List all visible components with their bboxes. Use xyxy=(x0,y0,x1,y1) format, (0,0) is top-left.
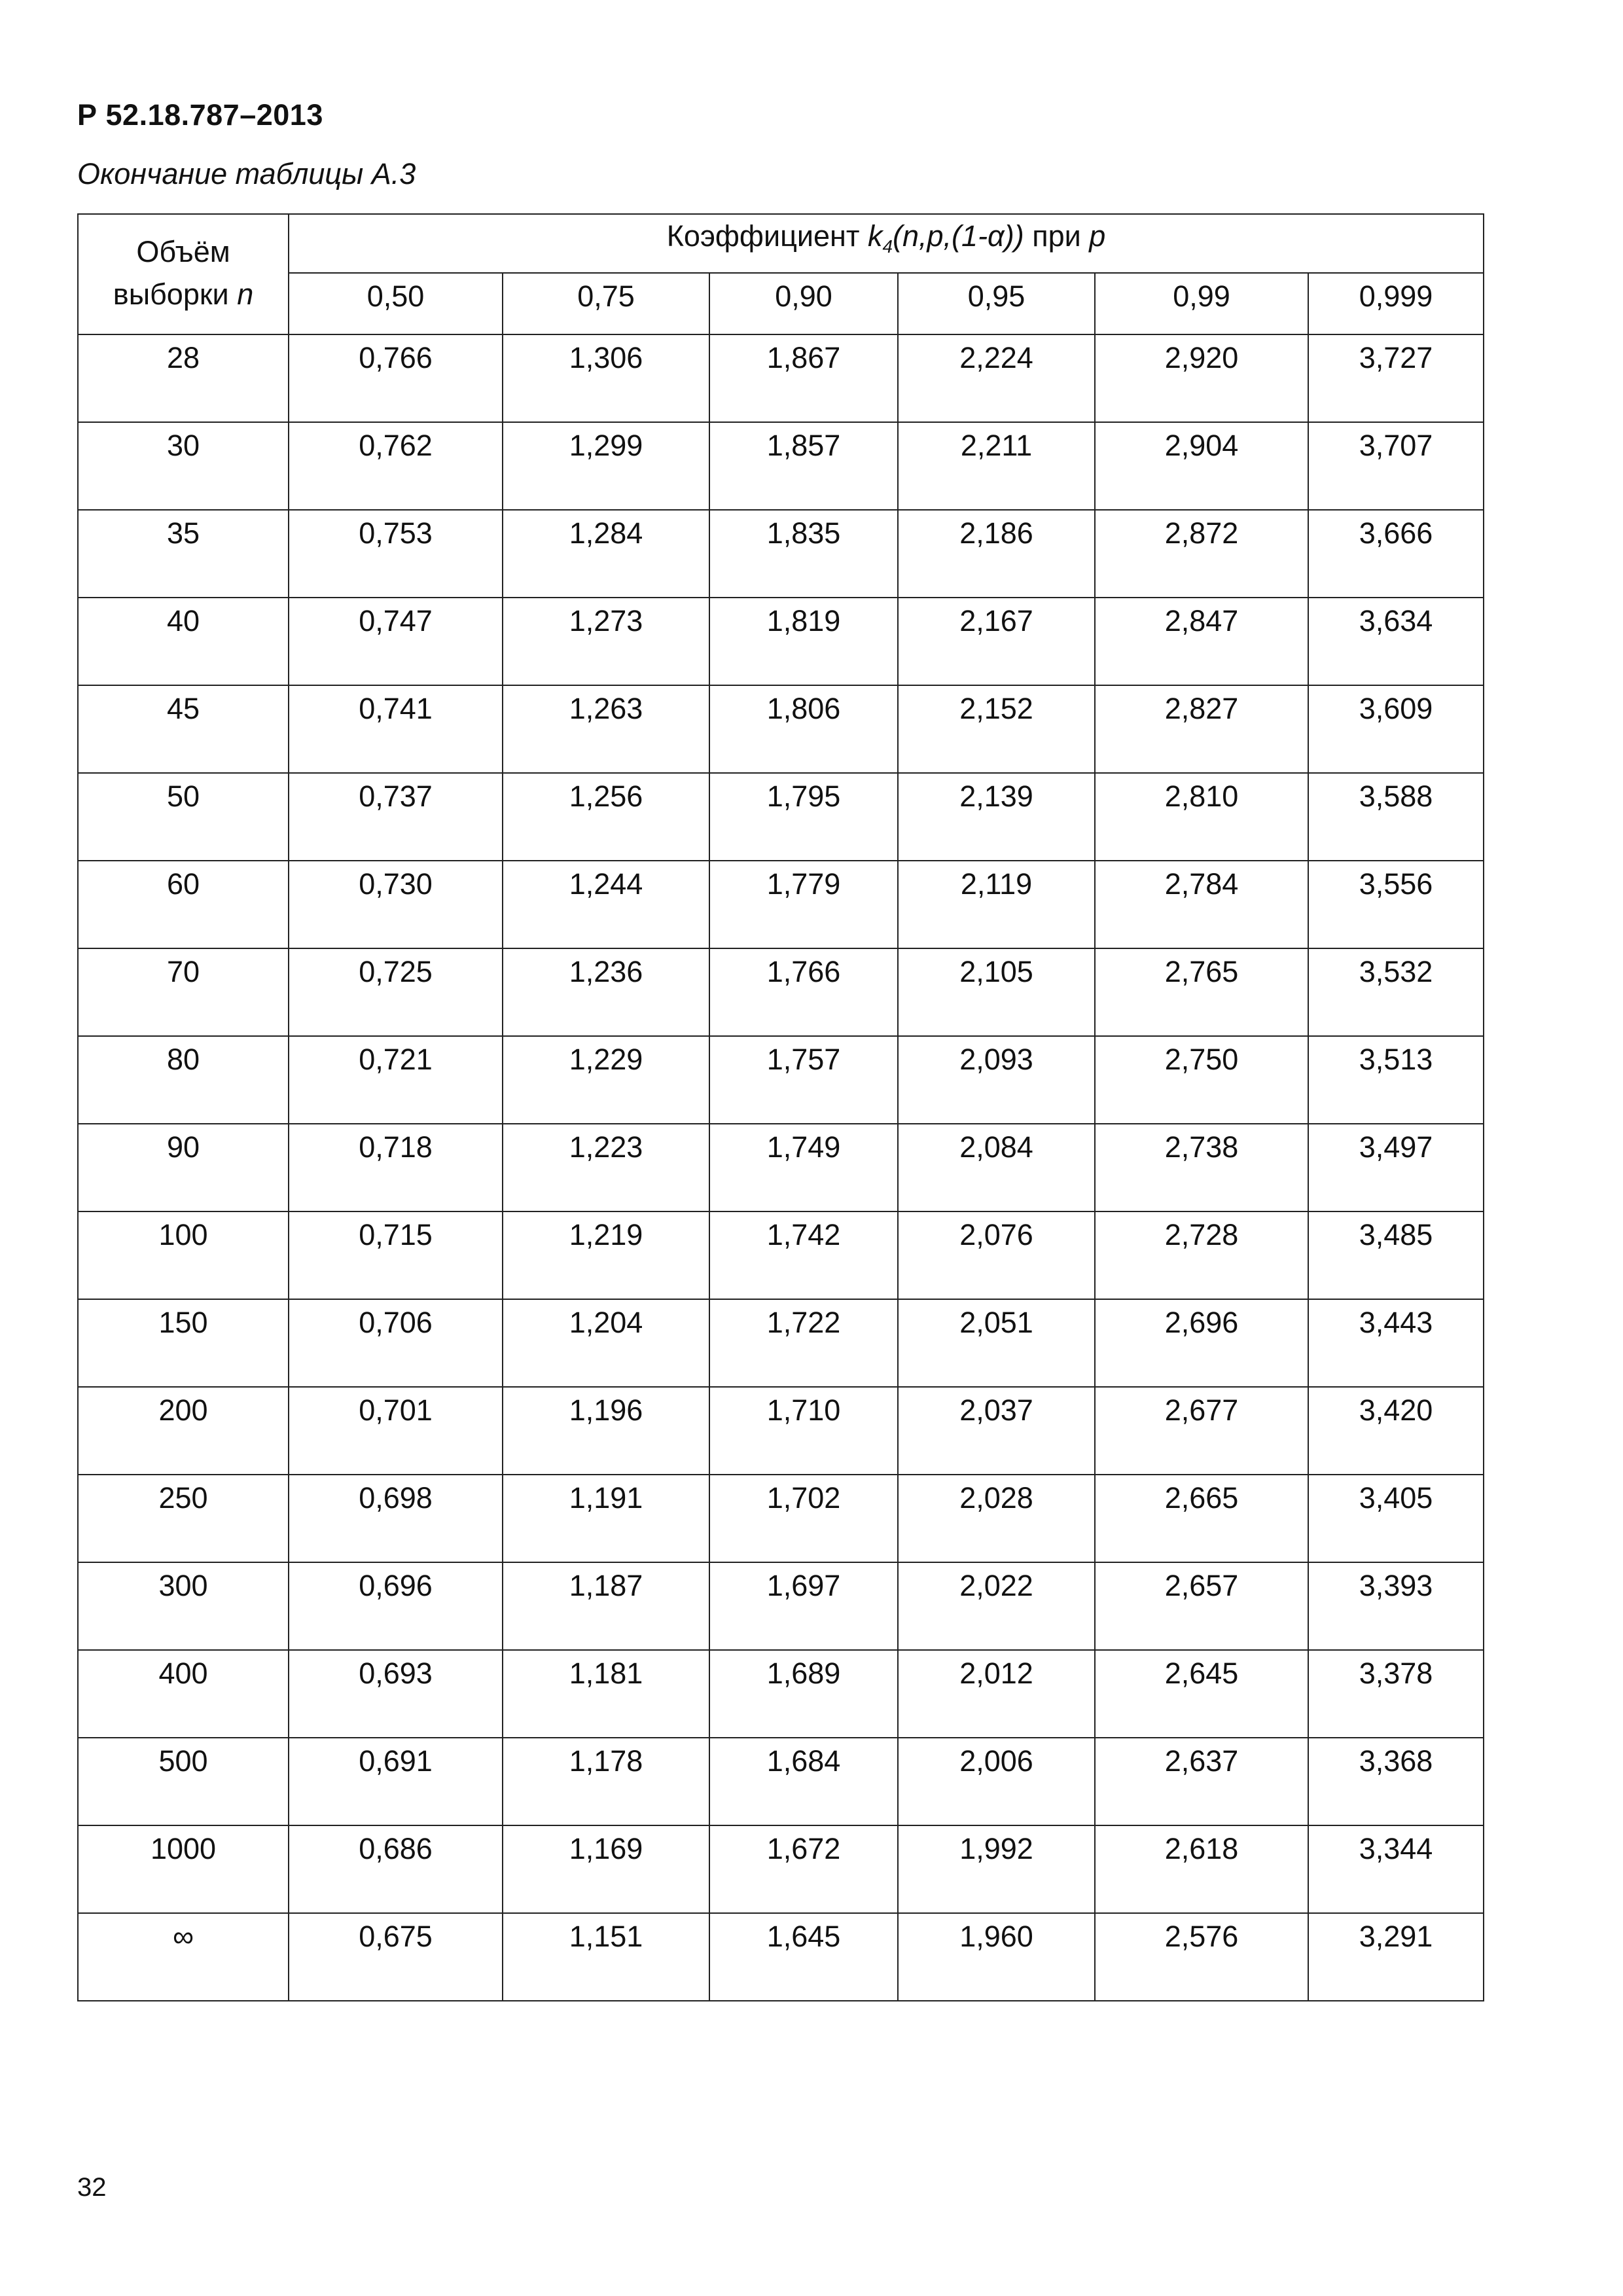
coefficient-cell: 2,006 xyxy=(898,1738,1095,1825)
coefficient-cell: 2,618 xyxy=(1095,1825,1308,1913)
coefficient-cell: 3,291 xyxy=(1308,1913,1484,2001)
coefficient-cell: 3,393 xyxy=(1308,1562,1484,1650)
coefficient-cell: 1,835 xyxy=(709,510,898,598)
coefficient-cell: 1,992 xyxy=(898,1825,1095,1913)
coefficient-cell: 3,378 xyxy=(1308,1650,1484,1738)
coefficient-cell: 3,666 xyxy=(1308,510,1484,598)
coefficient-cell: 1,779 xyxy=(709,861,898,948)
coefficient-cell: 3,405 xyxy=(1308,1475,1484,1562)
coefficient-cell: 2,576 xyxy=(1095,1913,1308,2001)
coefficient-cell: 1,306 xyxy=(503,334,709,422)
coefficient-cell: 1,273 xyxy=(503,598,709,685)
coefficient-cell: 2,750 xyxy=(1095,1036,1308,1124)
coefficient-cell: 0,698 xyxy=(289,1475,503,1562)
coefficient-cell: 2,139 xyxy=(898,773,1095,861)
table-row xyxy=(78,948,1484,1036)
coefficient-cell: 1,284 xyxy=(503,510,709,598)
coefficient-cell: 3,443 xyxy=(1308,1299,1484,1387)
coefficient-cell: 0,706 xyxy=(289,1299,503,1387)
table-row xyxy=(78,1913,1484,2001)
coefficient-cell: 2,211 xyxy=(898,422,1095,510)
table-row xyxy=(78,510,1484,598)
header-row-coefficient xyxy=(78,214,1484,273)
coefficient-header-suffix: при xyxy=(1024,219,1090,253)
coefficient-table xyxy=(77,213,1484,2001)
coefficient-cell: 1,819 xyxy=(709,598,898,685)
sample-size-cell: 90 xyxy=(78,1124,289,1211)
coefficient-cell: 2,645 xyxy=(1095,1650,1308,1738)
coefficient-cell: 3,634 xyxy=(1308,598,1484,685)
coefficient-cell: 3,727 xyxy=(1308,334,1484,422)
page-number: 32 xyxy=(77,2173,107,2202)
table-caption: Окончание таблицы А.3 xyxy=(77,157,416,190)
coefficient-cell: 0,766 xyxy=(289,334,503,422)
coefficient-cell: 1,223 xyxy=(503,1124,709,1211)
coefficient-cell: 2,696 xyxy=(1095,1299,1308,1387)
coefficient-cell: 3,556 xyxy=(1308,861,1484,948)
coefficient-cell: 0,721 xyxy=(289,1036,503,1124)
coefficient-cell: 1,263 xyxy=(503,685,709,773)
p-value-header: 0,90 xyxy=(709,273,898,334)
coefficient-cell: 2,738 xyxy=(1095,1124,1308,1211)
coefficient-cell: 2,037 xyxy=(898,1387,1095,1475)
coefficient-cell: 2,872 xyxy=(1095,510,1308,598)
coefficient-cell: 3,497 xyxy=(1308,1124,1484,1211)
coefficient-cell: 1,187 xyxy=(503,1562,709,1650)
table-row xyxy=(78,1387,1484,1475)
header-row-p-values xyxy=(78,273,1484,334)
coefficient-cell: 0,691 xyxy=(289,1738,503,1825)
coefficient-cell: 2,784 xyxy=(1095,861,1308,948)
table-row xyxy=(78,422,1484,510)
document-code: Р 52.18.787–2013 xyxy=(77,98,323,132)
coefficient-cell: 1,722 xyxy=(709,1299,898,1387)
sample-size-cell: 35 xyxy=(78,510,289,598)
table-row xyxy=(78,1211,1484,1299)
coefficient-cell: 1,181 xyxy=(503,1650,709,1738)
coefficient-cell: 1,795 xyxy=(709,773,898,861)
sample-size-header-line2: выборки xyxy=(113,278,238,312)
sample-size-cell: 250 xyxy=(78,1475,289,1562)
coefficient-cell: 2,076 xyxy=(898,1211,1095,1299)
coefficient-cell: 0,741 xyxy=(289,685,503,773)
table-row xyxy=(78,334,1484,422)
coefficient-cell: 1,689 xyxy=(709,1650,898,1738)
coefficient-cell: 3,588 xyxy=(1308,773,1484,861)
coefficient-p-symbol: p xyxy=(1089,219,1106,253)
coefficient-cell: 1,742 xyxy=(709,1211,898,1299)
coefficient-cell: 2,186 xyxy=(898,510,1095,598)
coefficient-cell: 1,204 xyxy=(503,1299,709,1387)
coefficient-header-prefix: Коэффициент xyxy=(666,219,868,253)
sample-size-cell: 1000 xyxy=(78,1825,289,1913)
coefficient-cell: 1,151 xyxy=(503,1913,709,2001)
coefficient-cell: 1,697 xyxy=(709,1562,898,1650)
coefficient-cell: 1,191 xyxy=(503,1475,709,1562)
sample-size-cell: 70 xyxy=(78,948,289,1036)
coefficient-cell: 3,707 xyxy=(1308,422,1484,510)
table-row xyxy=(78,1475,1484,1562)
sample-size-cell: 60 xyxy=(78,861,289,948)
table-row xyxy=(78,685,1484,773)
coefficient-cell: 1,236 xyxy=(503,948,709,1036)
p-value-header: 0,75 xyxy=(503,273,709,334)
coefficient-cell: 2,012 xyxy=(898,1650,1095,1738)
coefficient-args: (n,p,(1-α)) xyxy=(893,219,1024,253)
coefficient-cell: 0,753 xyxy=(289,510,503,598)
coefficient-cell: 1,960 xyxy=(898,1913,1095,2001)
coefficient-cell: 1,710 xyxy=(709,1387,898,1475)
sample-size-cell: 100 xyxy=(78,1211,289,1299)
coefficient-cell: 1,766 xyxy=(709,948,898,1036)
coefficient-cell: 2,920 xyxy=(1095,334,1308,422)
sample-size-cell: 50 xyxy=(78,773,289,861)
coefficient-cell: 1,702 xyxy=(709,1475,898,1562)
sample-size-header xyxy=(78,214,289,334)
coefficient-cell: 1,299 xyxy=(503,422,709,510)
coefficient-cell: 1,196 xyxy=(503,1387,709,1475)
coefficient-cell: 0,725 xyxy=(289,948,503,1036)
sample-size-header-line1: Объём xyxy=(136,235,230,268)
coefficient-cell: 1,169 xyxy=(503,1825,709,1913)
coefficient-cell: 2,677 xyxy=(1095,1387,1308,1475)
coefficient-cell: 0,737 xyxy=(289,773,503,861)
p-value-header: 0,95 xyxy=(898,273,1095,334)
table-body xyxy=(78,334,1484,2001)
sample-size-cell: 28 xyxy=(78,334,289,422)
coefficient-cell: 2,028 xyxy=(898,1475,1095,1562)
coefficient-cell: 0,747 xyxy=(289,598,503,685)
coefficient-cell: 2,657 xyxy=(1095,1562,1308,1650)
sample-size-cell: 150 xyxy=(78,1299,289,1387)
coefficient-cell: 2,827 xyxy=(1095,685,1308,773)
coefficient-cell: 2,022 xyxy=(898,1562,1095,1650)
coefficient-cell: 0,701 xyxy=(289,1387,503,1475)
coefficient-k-subscript: 4 xyxy=(882,236,893,257)
table-row xyxy=(78,598,1484,685)
coefficient-cell: 2,224 xyxy=(898,334,1095,422)
p-value-header: 0,99 xyxy=(1095,273,1308,334)
coefficient-cell: 1,178 xyxy=(503,1738,709,1825)
coefficient-cell: 2,152 xyxy=(898,685,1095,773)
sample-size-cell: 200 xyxy=(78,1387,289,1475)
coefficient-cell: 1,749 xyxy=(709,1124,898,1211)
table-row xyxy=(78,1825,1484,1913)
coefficient-cell: 1,857 xyxy=(709,422,898,510)
coefficient-cell: 2,637 xyxy=(1095,1738,1308,1825)
sample-size-cell: 400 xyxy=(78,1650,289,1738)
coefficient-cell: 2,105 xyxy=(898,948,1095,1036)
coefficient-cell: 1,672 xyxy=(709,1825,898,1913)
coefficient-cell: 2,119 xyxy=(898,861,1095,948)
coefficient-cell: 1,684 xyxy=(709,1738,898,1825)
coefficient-cell: 2,847 xyxy=(1095,598,1308,685)
coefficient-cell: 3,420 xyxy=(1308,1387,1484,1475)
coefficient-cell: 1,645 xyxy=(709,1913,898,2001)
coefficient-cell: 0,686 xyxy=(289,1825,503,1913)
coefficient-cell: 2,665 xyxy=(1095,1475,1308,1562)
coefficient-cell: 0,696 xyxy=(289,1562,503,1650)
coefficient-cell: 3,532 xyxy=(1308,948,1484,1036)
table-row xyxy=(78,1299,1484,1387)
table-row xyxy=(78,1562,1484,1650)
coefficient-cell: 2,084 xyxy=(898,1124,1095,1211)
coefficient-cell: 0,762 xyxy=(289,422,503,510)
coefficient-cell: 3,485 xyxy=(1308,1211,1484,1299)
coefficient-cell: 0,693 xyxy=(289,1650,503,1738)
coefficient-cell: 3,513 xyxy=(1308,1036,1484,1124)
table-row xyxy=(78,861,1484,948)
sample-size-cell: 30 xyxy=(78,422,289,510)
coefficient-cell: 1,757 xyxy=(709,1036,898,1124)
p-value-header: 0,50 xyxy=(289,273,503,334)
coefficient-cell: 0,718 xyxy=(289,1124,503,1211)
coefficient-k-symbol: k xyxy=(868,219,883,253)
coefficient-cell: 0,675 xyxy=(289,1913,503,2001)
coefficient-cell: 3,368 xyxy=(1308,1738,1484,1825)
coefficient-cell: 2,093 xyxy=(898,1036,1095,1124)
coefficient-cell: 2,167 xyxy=(898,598,1095,685)
sample-size-symbol: n xyxy=(237,278,254,312)
coefficient-header xyxy=(289,214,1484,273)
coefficient-cell: 1,806 xyxy=(709,685,898,773)
coefficient-cell: 2,728 xyxy=(1095,1211,1308,1299)
coefficient-cell: 1,244 xyxy=(503,861,709,948)
sample-size-cell: ∞ xyxy=(78,1913,289,2001)
p-value-header: 0,999 xyxy=(1308,273,1484,334)
coefficient-cell: 2,904 xyxy=(1095,422,1308,510)
table-row xyxy=(78,1124,1484,1211)
sample-size-cell: 40 xyxy=(78,598,289,685)
table-row xyxy=(78,1738,1484,1825)
sample-size-cell: 80 xyxy=(78,1036,289,1124)
sample-size-cell: 45 xyxy=(78,685,289,773)
coefficient-cell: 2,810 xyxy=(1095,773,1308,861)
coefficient-cell: 0,715 xyxy=(289,1211,503,1299)
coefficient-cell: 2,051 xyxy=(898,1299,1095,1387)
coefficient-cell: 1,256 xyxy=(503,773,709,861)
coefficient-cell: 0,730 xyxy=(289,861,503,948)
table-row xyxy=(78,1036,1484,1124)
sample-size-cell: 500 xyxy=(78,1738,289,1825)
table-row xyxy=(78,1650,1484,1738)
coefficient-cell: 1,219 xyxy=(503,1211,709,1299)
coefficient-cell: 2,765 xyxy=(1095,948,1308,1036)
coefficient-cell: 1,229 xyxy=(503,1036,709,1124)
sample-size-cell: 300 xyxy=(78,1562,289,1650)
coefficient-cell: 1,867 xyxy=(709,334,898,422)
table-row xyxy=(78,773,1484,861)
coefficient-cell: 3,609 xyxy=(1308,685,1484,773)
coefficient-cell: 3,344 xyxy=(1308,1825,1484,1913)
